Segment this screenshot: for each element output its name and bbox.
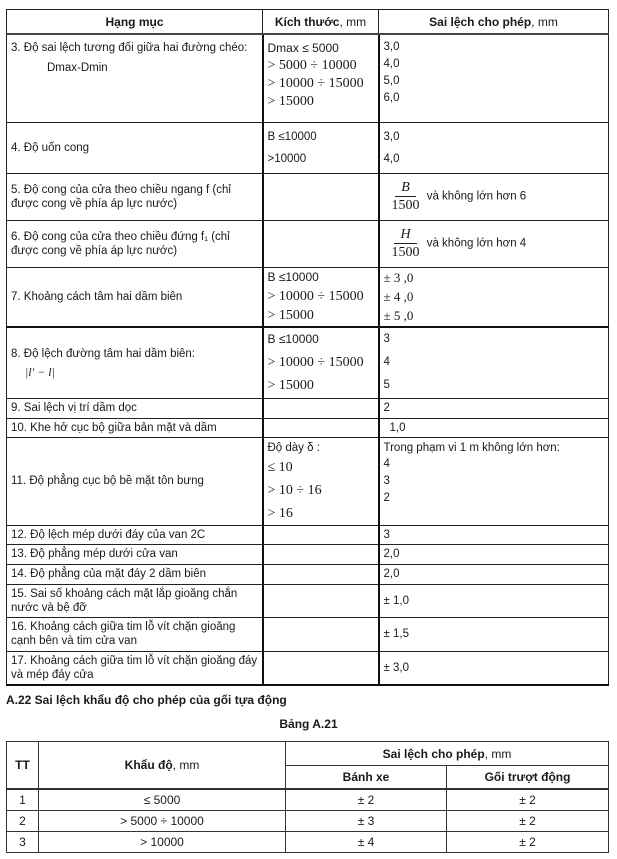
table-row	[7, 789, 609, 811]
size-cell	[263, 651, 379, 685]
slide-cell: ± 2	[447, 811, 609, 832]
tolerance-cell	[379, 34, 609, 122]
tolerance-cell: 2,0	[379, 544, 609, 564]
tt-cell: 1	[7, 789, 39, 811]
table-row	[7, 327, 609, 398]
size-value: B ≤10000	[267, 332, 319, 347]
item-cell: 11. Độ phẳng cục bộ bề mặt tôn bưng	[7, 437, 263, 525]
size-value: B ≤10000	[267, 270, 319, 285]
tolerance-cell: 3	[379, 525, 609, 544]
item-cell: 12. Độ lệch mép dưới đáy của van 2C	[7, 525, 263, 544]
tolerance-cell	[379, 327, 609, 398]
item-cell: 17. Khoảng cách giữa tim lỗ vít chặn gioăng đáy và mép đáy cửa	[7, 651, 263, 685]
table-row	[7, 617, 609, 651]
table-row	[7, 173, 609, 220]
item-formula: Dmax-Dmin	[47, 62, 108, 74]
tolerance-cell	[379, 437, 609, 525]
table-row	[7, 122, 609, 173]
fraction	[392, 179, 420, 214]
tolerance-cell: 2	[379, 398, 609, 418]
header-tt: TT	[7, 742, 39, 790]
size-value: ≤ 10	[267, 459, 293, 475]
fraction-denominator: 1500	[391, 198, 420, 213]
tolerance-value: 3,0	[383, 41, 400, 53]
table-row	[7, 651, 609, 685]
tolerance-cell	[379, 122, 609, 173]
header-item: Hạng mục	[7, 10, 263, 35]
item-cell: 14. Độ phẳng của mặt đáy 2 dầm biên	[7, 564, 263, 584]
header-wheel: Bánh xe	[286, 766, 447, 790]
size-value: > 15000	[267, 308, 314, 324]
tolerance-value: 5,0	[383, 75, 400, 87]
size-value: B ≤10000	[267, 130, 317, 143]
size-cell	[263, 525, 379, 544]
tolerance-cell: 2,0	[379, 564, 609, 584]
table-row	[7, 525, 609, 544]
tolerance-value: ± 3 ,0	[383, 270, 414, 286]
tolerance-value: 3,0	[383, 130, 400, 143]
table-row	[7, 544, 609, 564]
size-value: > 15000	[267, 94, 314, 109]
size-cell	[263, 267, 379, 327]
table-row	[7, 564, 609, 584]
span-cell: ≤ 5000	[39, 789, 286, 811]
size-value: >10000	[267, 152, 307, 165]
item-text: 8. Độ lệch đường tâm hai dầm biên:	[11, 347, 196, 360]
size-value: > 5000 ÷ 10000	[267, 58, 357, 73]
table-row	[7, 584, 609, 617]
size-label: Độ dày δ :	[267, 441, 320, 454]
tolerance-text: và không lớn hơn 6	[426, 190, 527, 203]
tolerance-cell: ± 3,0	[379, 651, 609, 685]
item-cell: 13. Độ phẳng mép dưới cửa van	[7, 544, 263, 564]
item-cell: 4. Độ uốn cong	[7, 122, 263, 173]
item-text: 3. Độ sai lệch tương đối giữa hai đường chéo:	[11, 42, 248, 54]
wheel-cell: ± 4	[286, 832, 447, 853]
tolerance-table-a20	[6, 9, 609, 686]
fraction-denominator: 1500	[391, 245, 420, 260]
item-cell: 5. Độ cong của cửa theo chiều ngang f (chỉ được cong về phía áp lực nước)	[7, 173, 263, 220]
table-header-row	[7, 10, 609, 35]
header-tolerance: Sai lệch cho phép, mm	[379, 10, 609, 35]
span-cell: > 5000 ÷ 10000	[39, 811, 286, 832]
fraction	[392, 226, 420, 261]
size-value: > 10 ÷ 16	[267, 482, 322, 498]
tolerance-value: ± 5 ,0	[383, 308, 414, 324]
size-cell	[263, 327, 379, 398]
size-value: > 10000 ÷ 15000	[267, 355, 364, 371]
tolerance-label: Trong phạm vi 1 m không lớn hơn:	[383, 441, 560, 454]
fraction-numerator: H	[394, 226, 416, 244]
size-cell	[263, 617, 379, 651]
tt-cell: 2	[7, 811, 39, 832]
size-cell	[263, 173, 379, 220]
tolerance-text: và không lớn hơn 4	[426, 237, 527, 250]
tolerance-value: 4	[383, 457, 390, 470]
size-cell	[263, 584, 379, 617]
size-cell	[263, 220, 379, 267]
table-row	[7, 811, 609, 832]
tt-cell: 3	[7, 832, 39, 853]
size-value: > 15000	[267, 378, 314, 394]
tolerance-value: 3	[383, 474, 390, 487]
size-cell	[263, 418, 379, 437]
size-cell	[263, 564, 379, 584]
tolerance-cell	[379, 173, 609, 220]
size-cell	[263, 437, 379, 525]
table-row	[7, 437, 609, 525]
span-cell: > 10000	[39, 832, 286, 853]
size-value: Dmax ≤ 5000	[267, 41, 339, 55]
header-slide: Gối trượt động	[447, 766, 609, 790]
size-value: > 10000 ÷ 15000	[267, 76, 364, 91]
tolerance-value: 2	[383, 491, 390, 504]
tolerance-cell	[379, 267, 609, 327]
item-cell: 9. Sai lệch vị trí dầm dọc	[7, 398, 263, 418]
tolerance-value: 6,0	[383, 92, 400, 104]
item-cell	[7, 34, 263, 122]
size-cell	[263, 122, 379, 173]
wheel-cell: ± 3	[286, 811, 447, 832]
table-row	[7, 34, 609, 122]
table-row	[7, 267, 609, 327]
header-size: Kích thước, mm	[263, 10, 379, 35]
size-cell	[263, 398, 379, 418]
item-cell: 10. Khe hở cục bộ giữa bản mặt và dầm	[7, 418, 263, 437]
header-tolerance: Sai lệch cho phép, mm	[286, 742, 609, 766]
size-cell	[263, 544, 379, 564]
table-row	[7, 418, 609, 437]
item-formula: |l' − l|	[25, 364, 55, 379]
tolerance-cell: 1,0	[379, 418, 609, 437]
size-value: > 10000 ÷ 15000	[267, 289, 364, 305]
section-heading: A.22 Sai lệch khẩu độ cho phép của gối tựa động	[6, 693, 287, 707]
tolerance-cell	[379, 220, 609, 267]
item-cell: 15. Sai số khoảng cách mặt lắp gioăng chắn nước và bệ đỡ	[7, 584, 263, 617]
table-row	[7, 398, 609, 418]
tolerance-table-a21	[6, 741, 609, 853]
item-cell	[7, 327, 263, 398]
item-cell: 7. Khoảng cách tâm hai dầm biên	[7, 267, 263, 327]
tolerance-cell: ± 1,5	[379, 617, 609, 651]
table-row	[7, 220, 609, 267]
size-value: > 16	[267, 505, 293, 521]
slide-cell: ± 2	[447, 789, 609, 811]
tolerance-value: 5	[383, 379, 390, 392]
table-caption: Bảng A.21	[279, 717, 338, 731]
tolerance-value: 4	[383, 356, 390, 369]
item-cell: 16. Khoảng cách giữa tim lỗ vít chặn gioăng cạnh bên và tim cửa van	[7, 617, 263, 651]
item-cell: 6. Độ cong của cửa theo chiều đứng f₁ (chỉ được cong về phía áp lực nước)	[7, 220, 263, 267]
table-header-row	[7, 742, 609, 766]
tolerance-value: ± 4 ,0	[383, 289, 414, 305]
size-cell	[263, 34, 379, 122]
header-span: Khẩu độ, mm	[39, 742, 286, 790]
wheel-cell: ± 2	[286, 789, 447, 811]
table-row	[7, 832, 609, 853]
tolerance-value: 4,0	[383, 58, 400, 70]
slide-cell: ± 2	[447, 832, 609, 853]
tolerance-value: 3	[383, 333, 390, 346]
tolerance-cell: ± 1,0	[379, 584, 609, 617]
tolerance-value: 4,0	[383, 152, 400, 165]
fraction-numerator: B	[395, 179, 416, 197]
